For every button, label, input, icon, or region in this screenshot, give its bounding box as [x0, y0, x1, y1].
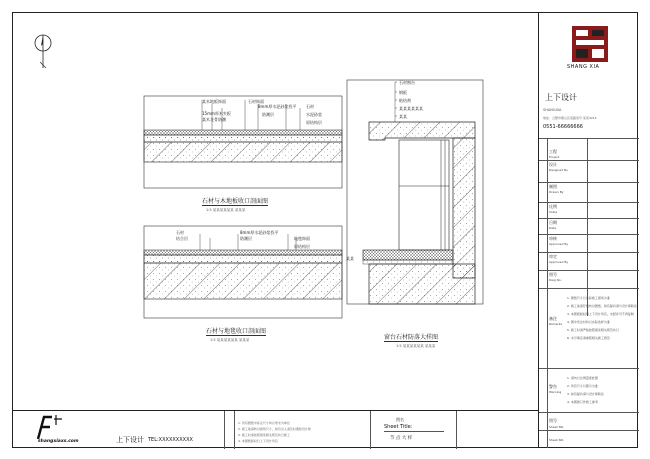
bottom-note-3: 3. 施工时请按照国家相关规范执行施工	[238, 433, 290, 437]
tb-scale-label: 比例	[549, 204, 557, 209]
drawing-3-subtitle: 1:5 某某某某某某 某某某	[396, 344, 436, 348]
tb-warning-2: 2. 所有尺寸以图示为准	[567, 384, 598, 388]
company-phone: 0551-66666666	[543, 124, 583, 130]
d1-anno-4: 石材饰面	[248, 99, 264, 104]
tb-scale-en: Scale	[549, 210, 558, 214]
tb-remark-6: 6. 未尽事宜请参照相关施工规范	[567, 336, 610, 340]
tb-designed-label: 设计	[549, 162, 557, 167]
tb-remarks-en: Remarks	[549, 322, 563, 326]
tb-col-line-2	[587, 138, 588, 316]
tb-remark-3: 3. 本图纸版权归上下设计所有，未经许可不得复制	[567, 312, 634, 316]
brand-site: shangxiaxs.com	[38, 439, 79, 444]
d1-anno-1: 某木地板饰面	[202, 99, 226, 104]
tb-sheetno-en: Sheet NO.	[549, 425, 565, 429]
tb-drawn-label: 制图	[549, 184, 557, 189]
sheet-title-value: 节 点 大 样	[390, 436, 413, 441]
brand-mark-icon	[32, 413, 68, 441]
drawing-3-title: 窗台石材防落大样图	[384, 334, 439, 341]
tb-project-en: Project	[549, 155, 560, 159]
company-name-en: SHANGXIA	[543, 108, 562, 112]
d2-anno-5: 地毯饰面	[294, 236, 310, 241]
d3-anno-side: 某某	[346, 256, 354, 261]
d1-anno-5: 8mm厚水泥砂浆找平	[258, 104, 297, 109]
logo-text: SHANG XIA	[567, 64, 600, 70]
tb-remark-1: 1. 图纸尺寸以实际施工现场为准	[567, 296, 610, 300]
bottom-company: 上下设计	[116, 436, 144, 444]
tb-remark-4: 4. 图中所注材料以实际选样为准	[567, 320, 610, 324]
d3-anno-1: 石材窗台	[399, 80, 415, 85]
d1-anno-8: 水泥砂浆	[306, 112, 322, 117]
company-name: 上下设计	[545, 93, 577, 102]
bottom-tel: TEL:XXXXXXXXXX	[148, 437, 193, 443]
tb-dwgno-en: Dwg No.	[549, 278, 562, 282]
drawing-2-subtitle: 1:5 某某某某某某 某某某	[210, 338, 250, 342]
tb-dwgno-label: 图号	[549, 272, 557, 277]
section-drawing-1	[140, 94, 346, 190]
tb-warning-4: 4. 本图纸只作施工参考	[567, 400, 598, 404]
tb-designed-en: Designed By	[549, 168, 568, 172]
d1-anno-7: 石材	[306, 104, 314, 109]
tb-remark-2: 2. 施工前请仔细核对图纸，如有疑问请与设计师联系	[567, 304, 637, 308]
tb-drawn-en: Drawn By	[549, 190, 564, 194]
drawing-1-title: 石材与木地板收口剖面图	[202, 198, 269, 205]
tb-approved-en: Approved By	[549, 242, 569, 246]
bottom-note-1: 1. 所有图纸中标注尺寸均以毫米为单位	[238, 421, 290, 425]
d2-anno-3: 8mm厚水泥砂浆找平	[240, 230, 279, 235]
d2-anno-1: 石材	[176, 230, 184, 235]
bottom-bar	[12, 410, 538, 448]
company-address: 地址：合肥市蜀山区某路某号 某某3214	[543, 116, 597, 120]
north-arrow-icon	[32, 32, 54, 72]
tb-date-en: Date	[549, 226, 557, 230]
company-logo-icon	[572, 26, 608, 62]
tb-warning-en: Warning	[549, 390, 562, 394]
d3-anno-2: 钢板	[399, 90, 407, 95]
d3-anno-4: 某某某某某某	[399, 106, 423, 111]
tb-sheetno-label: 图号	[549, 418, 557, 423]
tb-remark-5: 5. 施工时请严格按照国家相关规范执行	[567, 328, 619, 332]
d2-anno-6: 原结构层	[294, 244, 310, 249]
d1-anno-6: 防潮层	[262, 112, 274, 117]
title-block	[538, 12, 638, 448]
d2-anno-4: 防潮层	[240, 236, 252, 241]
tb-approved2-label: 审定	[549, 254, 557, 259]
tb-warning-label: 警告	[549, 384, 557, 389]
tb-approved-label: 审核	[549, 236, 557, 241]
tb-date-label: 日期	[549, 220, 557, 225]
d1-anno-3: 某木龙骨防潮	[202, 117, 226, 122]
tb-sheetno-en-2: Sheet NO.	[549, 438, 565, 442]
d3-anno-3: 粘结剂	[399, 98, 411, 103]
bottom-note-2: 2. 施工前请核对现场尺寸，如有出入请及时通知设计师	[238, 427, 311, 431]
d1-anno-2: 15mm厚木夹板	[202, 111, 231, 116]
sheet-title-cn: 图名	[396, 417, 404, 422]
d2-anno-2: 结合层	[176, 236, 188, 241]
bottom-note-4: 4. 本图纸版权归上下设计所有	[238, 439, 278, 443]
tb-warning-1: 1. 请勿以比例量度此图	[567, 376, 598, 380]
tb-remarks-label: 备注	[549, 316, 557, 321]
tb-warning-3: 3. 如有疑问请与设计师联系	[567, 392, 604, 396]
sheet-title-en: Sheet Title:	[384, 424, 413, 430]
d1-anno-9: 原结构层	[306, 120, 322, 125]
tb-approved2-en: Approved By	[549, 260, 569, 264]
tb-project-label: 工程	[549, 149, 557, 154]
section-drawing-3	[345, 78, 485, 306]
drawing-2-title: 石材与地毯收口剖面图	[206, 328, 267, 335]
drawing-1-subtitle: 1:5 某某某某某某 某某某	[206, 208, 246, 212]
d3-anno-5: 某某	[399, 114, 407, 119]
